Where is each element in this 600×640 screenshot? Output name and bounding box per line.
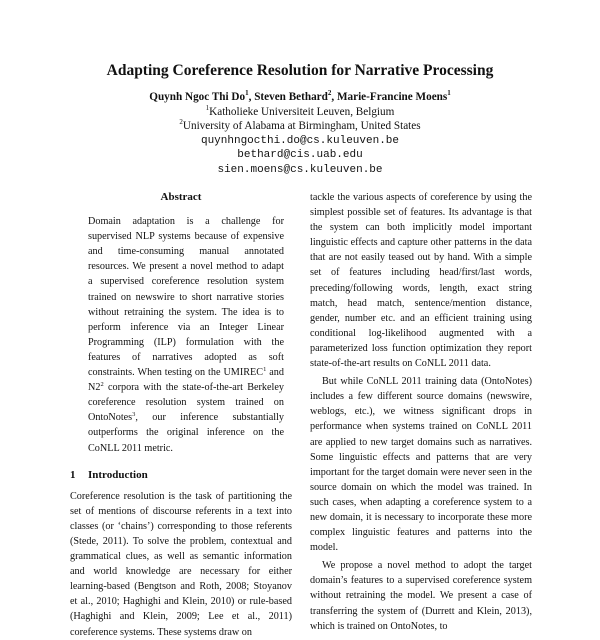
affiliation (0, 105, 600, 120)
paragraph: We propose a novel method to adopt the target domain’s features to a supervised coreference system without retraining the model. We present a case of transferring the system of (Durrett and Klein, 2013), which is trained on OntoNotes, to (310, 560, 532, 632)
section-number: 1 (70, 468, 76, 481)
left-column (70, 190, 292, 640)
section-heading (70, 468, 292, 483)
right-column (310, 190, 532, 634)
author-email: sien.moens@cs.kuleuven.be (217, 163, 383, 176)
author-name: Marie-Francine Moens (336, 91, 448, 103)
paragraph: But while CoNLL 2011 training data (OntoNotes) includes a few different source domains (newswire, weblogs, etc.), we witness significant drops in performance when systems trained on CoNLL 2011 are applied to new target domains such as narratives. Some linguistic effects and patterns that are very important for the target domain were never seen in the source domain on which the model was trained. In such cases, when adapting a coreference system to a new domain, it is necessary to incorporate these more complex linguistic features and patterns into the model. (310, 376, 532, 554)
abstract-heading: Abstract (160, 191, 202, 203)
author-name: Steven Bethard (254, 91, 328, 103)
affiliation-sup: 2 (179, 118, 183, 126)
paragraph: tackle the various aspects of coreference by using the simplest possible set of features. Its advantage is that the system can both implicitly model important linguistic effects and capture other patterns in the data that are not easily teased out by hand. With a simple set of features including head/first/last words, preceding/following words, length, exact string match, head match, sentence/mention distance, gender, number etc. and an efficient training using conditional log-likelihood augmented with a parameterized loss function optimization they report state-of-the-art results on CoNLL 2011 data. (310, 192, 532, 370)
author-sup: 1 (447, 89, 451, 97)
abstract-body (88, 214, 284, 456)
affiliation-text: University of Alabama at Birmingham, United States (182, 120, 421, 132)
author-names: Quynh Ngoc Thi Do$^1$, Steven Bethard$^2$, Marie-Francine Moens$^1$ (149, 89, 451, 103)
abstract-text: corpora with the state-of-the-art Berkeley coreference resolution system trained on OntoNotes (88, 382, 284, 424)
author-name: Quynh Ngoc Thi Do (149, 91, 246, 103)
paragraph: Coreference resolution is the task of partitioning the set of mentions of discourse referents in a text into classes (or ‘chains’) corresponding to those referents (Stede, 2011). To solve the problem, contextual and grammatical clues, as well as semantic information and world knowledge are necessary for either learning-based (Bengtson and Roth, 2008; Stoyanov et al., 2010; Haghighi and Klein, 2010) or rule-based (Haghighi and Klein, 2009; Lee et al., 2011) coreference systems. These systems draw on (70, 490, 292, 638)
author-email: bethard@cis.uab.edu (237, 149, 363, 161)
author-sup: 2 (327, 89, 332, 97)
abstract-text: and N2 (88, 367, 284, 394)
footnote-marker: 3 (132, 411, 136, 419)
affiliation (0, 119, 600, 134)
affiliation-sup: 1 (205, 103, 210, 112)
section-title: Introduction (88, 468, 148, 481)
author-email: quynhngocthi.do@cs.kuleuven.be (200, 134, 400, 147)
affiliation-text: Katholieke Universiteit Leuven, Belgium (209, 105, 395, 118)
author-sup: 1 (245, 89, 249, 97)
abstract-text: Domain adaptation is a challenge for supervised NLP systems because of expensive and time-consuming manual annotated resources. We present a novel method to adapt a supervised coreference resolution system trained on newswire to short narrative stories without retraining the system. The idea is to perform inference via an Integer Linear Programming (ILP) formulation with the features of narratives adopted as soft constraints. When testing on the UMIREC (88, 216, 284, 379)
paper-title: Adapting Coreference Resolution for Narrative Processing (106, 62, 494, 79)
abstract-text: , our inference substantially outperforms the original inference on the CoNLL 2011 metric. (88, 412, 284, 454)
author-block (0, 90, 600, 177)
footnote-marker: 1 (263, 366, 267, 374)
footnote-marker: 2 (100, 381, 104, 389)
